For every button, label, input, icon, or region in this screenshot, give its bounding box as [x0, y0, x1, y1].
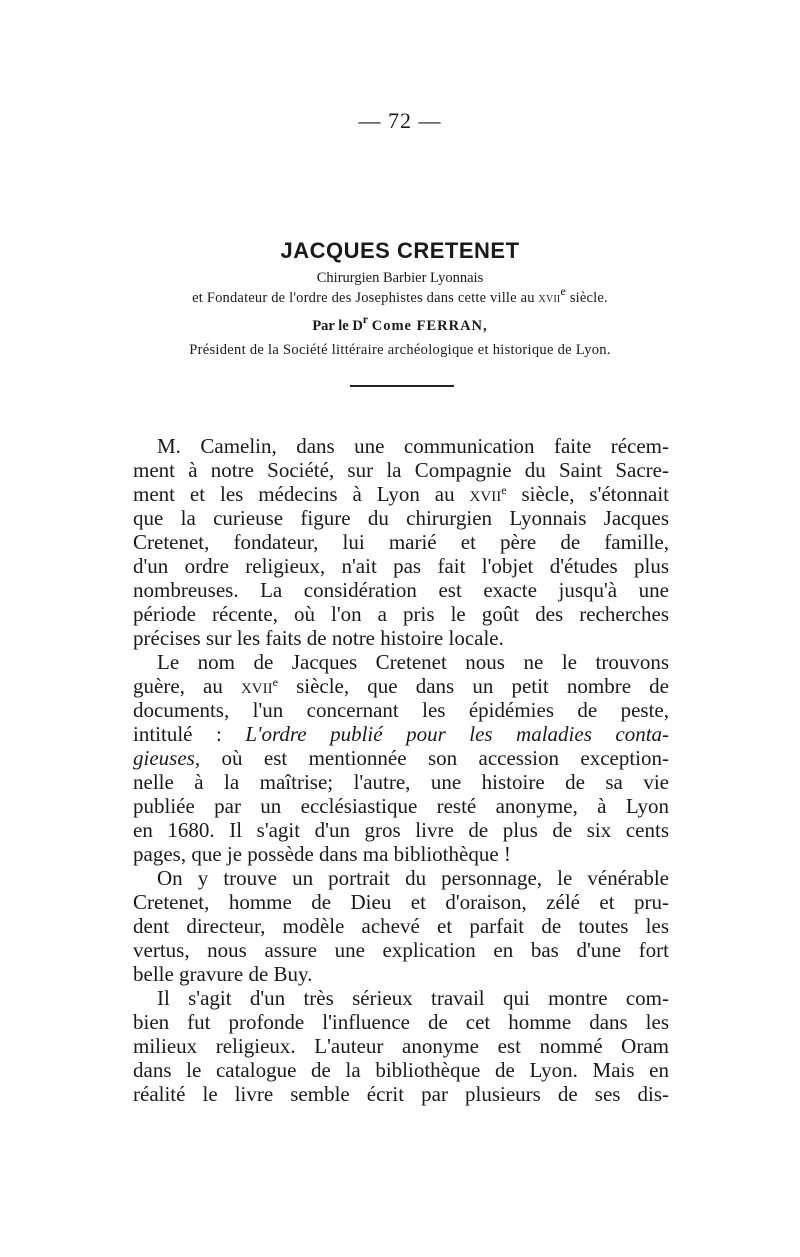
text-line: belle gravure de Buy.	[133, 962, 313, 986]
text-line	[133, 722, 669, 746]
text-line: M. Camelin, dans une communication faite récem-	[157, 434, 669, 458]
century-sup: e	[272, 675, 278, 689]
subtitle-2-century-sup: e	[560, 284, 566, 298]
text-line: nelle à la maîtrise; l'autre, une histoire de sa vie	[133, 770, 669, 794]
author-name: Come FERRAN,	[371, 318, 488, 334]
section-divider	[350, 385, 454, 387]
subtitle-2-century: xvii	[538, 290, 561, 306]
text-line: milieux religieux. L'auteur anonyme est nommé Oram	[133, 1034, 669, 1058]
text-line: Cretenet, fondateur, lui marié et père de famille,	[133, 530, 669, 554]
century-sup: e	[501, 483, 507, 497]
text-line: réalité le livre semble écrit par plusieurs de ses dis-	[133, 1082, 669, 1106]
text-line: ment à notre Société, sur la Compagnie du Saint Sacre-	[133, 458, 669, 482]
subtitle-2-text-b: siècle.	[569, 290, 608, 306]
author-prefix-sup: r	[362, 312, 369, 326]
article-subtitle-2	[0, 284, 800, 307]
italic-title: gieuses,	[133, 746, 201, 770]
text-line	[133, 482, 669, 506]
line-segment: ment et les médecins à Lyon au	[133, 482, 455, 506]
text-line: publiée par un ecclésiastique resté anonyme, à Lyon	[133, 794, 669, 818]
text-line: documents, l'un concernant les épidémies de peste,	[133, 698, 669, 722]
text-line: dans le catalogue de la bibliothèque de Lyon. Mais en	[133, 1058, 669, 1082]
text-line: pages, que je possède dans ma bibliothèque !	[133, 842, 511, 866]
italic-title: L'ordre publié pour les maladies conta-	[245, 722, 670, 746]
text-line: bien fut profonde l'influence de cet homme dans les	[133, 1010, 669, 1034]
text-line	[133, 674, 669, 698]
text-line: période récente, où l'on a pris le goût des recherches	[133, 602, 669, 626]
article-body	[133, 434, 669, 1106]
text-line: dent directeur, modèle achevé et parfait de toutes les	[133, 914, 669, 938]
text-line: d'un ordre religieux, n'ait pas fait l'objet d'études plus	[133, 554, 669, 578]
text-line: Le nom de Jacques Cretenet nous ne le trouvons	[157, 650, 669, 674]
line-segment: intitulé :	[133, 722, 222, 746]
text-line: que la curieuse figure du chirurgien Lyonnais Jacques	[133, 506, 669, 530]
article-title: JACQUES CRETENET	[280, 238, 520, 263]
text-line: nombreuses. La considération est exacte jusqu'à une	[133, 578, 669, 602]
line-segment: siècle, que dans un petit nombre de	[296, 674, 669, 698]
author-line	[0, 312, 800, 335]
subtitle-2-text-a: et Fondateur de l'ordre des Josephistes dans cette ville au	[192, 290, 535, 306]
article-subtitle: Chirurgien Barbier Lyonnais	[316, 270, 484, 286]
line-segment: où est mentionnée son accession exception-	[221, 746, 670, 770]
text-line: On y trouve un portrait du personnage, le vénérable	[157, 866, 669, 890]
author-prefix: Par le D	[312, 318, 363, 334]
century-numeral: xvii	[240, 674, 273, 698]
text-line: vertus, nous assure une explication en bas d'une fort	[133, 938, 669, 962]
text-line	[133, 746, 669, 770]
line-segment: siècle, s'étonnait	[521, 482, 670, 506]
text-line: précises sur les faits de notre histoire locale.	[133, 626, 504, 650]
text-line: en 1680. Il s'agit d'un gros livre de plus de six cents	[133, 818, 669, 842]
line-segment: guère, au	[133, 674, 223, 698]
page-number: — 72 —	[358, 108, 442, 133]
author-role: Président de la Société littéraire archéologique et historique de Lyon.	[189, 342, 611, 358]
century-numeral: xvii	[469, 482, 502, 506]
text-line: Il s'agit d'un très sérieux travail qui montre com-	[157, 986, 669, 1010]
text-line: Cretenet, homme de Dieu et d'oraison, zélé et pru-	[133, 890, 669, 914]
